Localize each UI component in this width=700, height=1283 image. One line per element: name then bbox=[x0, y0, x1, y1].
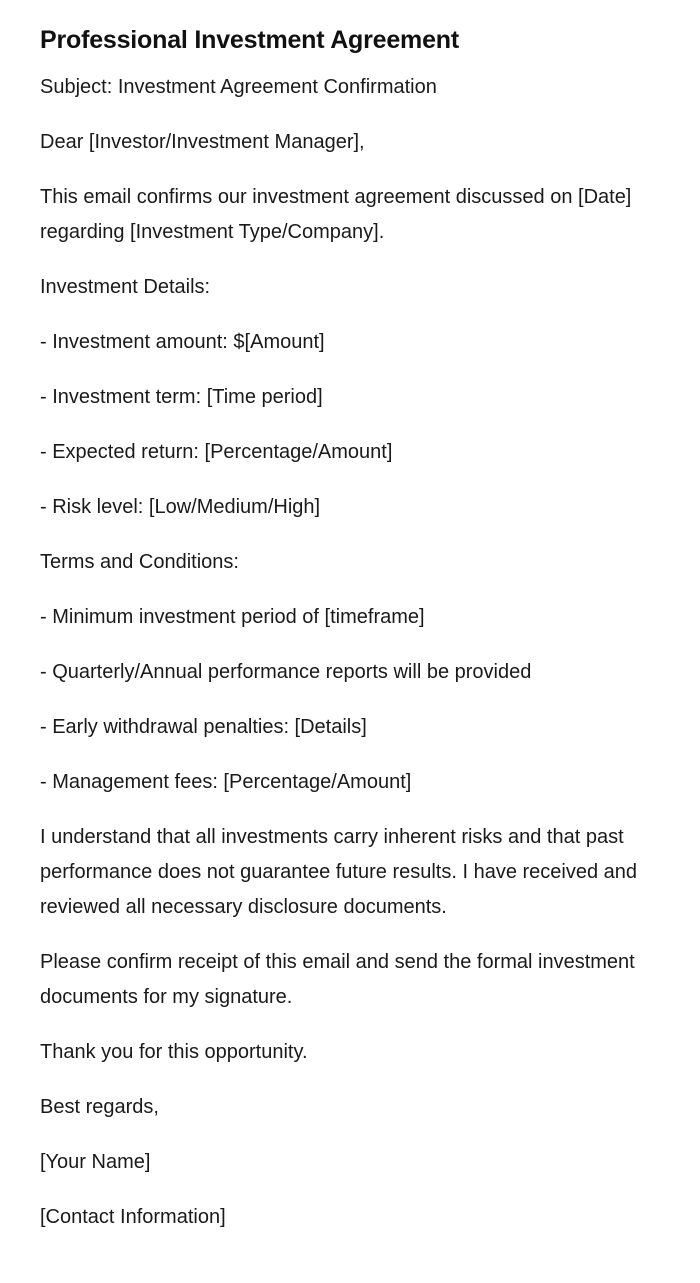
terms-heading: Terms and Conditions: bbox=[40, 551, 239, 573]
investment-details-heading: Investment Details: bbox=[40, 276, 211, 298]
detail-amount: - Investment amount: $[Amount] bbox=[40, 331, 325, 353]
subject-line: Subject: Investment Agreement Confirmation bbox=[40, 76, 437, 98]
signature-name: [Your Name] bbox=[40, 1151, 151, 1173]
risk-acknowledgement: I understand that all investments carry inherent risks and that past performance does not guarantee future results. I have received and reviewed all necessary disclosure documents. bbox=[40, 826, 638, 918]
intro-paragraph: This email confirms our investment agreement discussed on [Date] regarding [Investment Type/Company]. bbox=[40, 186, 632, 243]
confirmation-request: Please confirm receipt of this email and send the formal investment documents for my signature. bbox=[40, 951, 635, 1008]
signature-contact: [Contact Information] bbox=[40, 1206, 226, 1228]
term-reports: - Quarterly/Annual performance reports will be provided bbox=[40, 661, 532, 683]
salutation: Dear [Investor/Investment Manager], bbox=[40, 131, 365, 153]
term-minimum-period: - Minimum investment period of [timeframe] bbox=[40, 606, 425, 628]
closing: Best regards, bbox=[40, 1096, 159, 1118]
document-title: Professional Investment Agreement bbox=[40, 26, 459, 54]
detail-risk-level: - Risk level: [Low/Medium/High] bbox=[40, 496, 321, 518]
thank-you-line: Thank you for this opportunity. bbox=[40, 1041, 308, 1063]
detail-expected-return: - Expected return: [Percentage/Amount] bbox=[40, 441, 393, 463]
term-withdrawal-penalties: - Early withdrawal penalties: [Details] bbox=[40, 716, 367, 738]
document bbox=[40, 20, 660, 1255]
detail-term: - Investment term: [Time period] bbox=[40, 386, 323, 408]
term-management-fees: - Management fees: [Percentage/Amount] bbox=[40, 771, 412, 793]
